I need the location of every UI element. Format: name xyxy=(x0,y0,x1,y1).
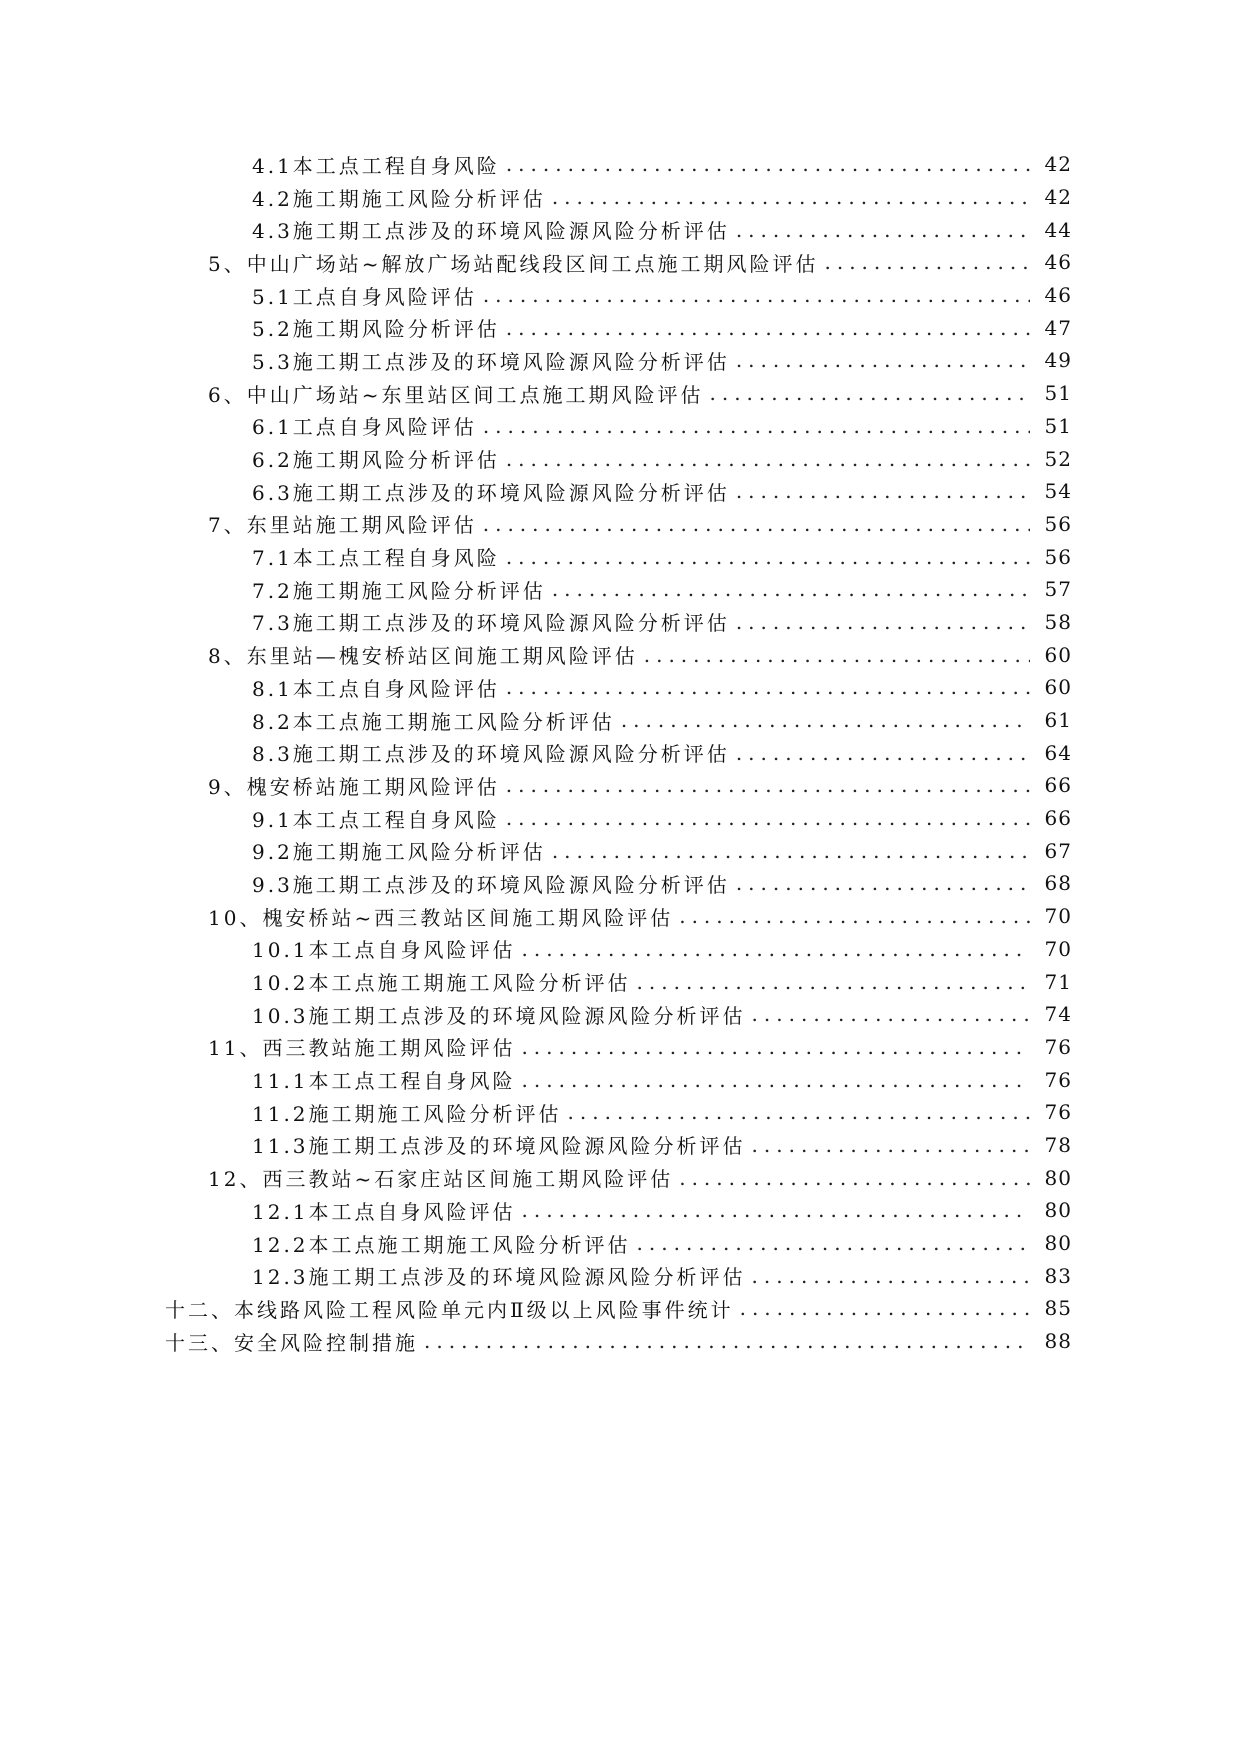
toc-entry-title: 12.1本工点自身风险评估 xyxy=(252,1199,516,1224)
toc-entry-page: 76 xyxy=(1044,1100,1072,1125)
dot-leader xyxy=(506,675,1030,699)
toc-entry[interactable] xyxy=(0,1227,1241,1260)
dot-leader xyxy=(644,643,1030,667)
toc-entry[interactable] xyxy=(0,671,1241,704)
toc-entry[interactable] xyxy=(0,769,1241,802)
dot-leader xyxy=(483,512,1030,536)
toc-entry-title: 9.1本工点工程自身风险 xyxy=(252,807,500,832)
dot-leader xyxy=(522,937,1030,961)
dot-leader xyxy=(483,414,1030,438)
toc-entry-title: 5.2施工期风险分析评估 xyxy=(252,317,500,342)
toc-entry-title: 7、东里站施工期风险评估 xyxy=(208,513,477,538)
toc-entry-page: 47 xyxy=(1044,315,1072,340)
toc-entry-title: 11.2施工期施工风险分析评估 xyxy=(252,1101,562,1126)
toc-entry-page: 60 xyxy=(1044,642,1072,667)
toc-entry[interactable] xyxy=(0,377,1241,410)
toc-entry-title: 4.3施工期工点涉及的环境风险源风险分析评估 xyxy=(252,219,730,244)
dot-leader xyxy=(522,1198,1030,1222)
toc-entry-title: 10.2本工点施工期施工风险分析评估 xyxy=(252,971,631,996)
toc-entry-title: 6.3施工期工点涉及的环境风险源风险分析评估 xyxy=(252,480,730,505)
toc-entry-title: 10.1本工点自身风险评估 xyxy=(252,938,516,963)
dot-leader xyxy=(506,545,1030,569)
toc-entry[interactable] xyxy=(0,1129,1241,1162)
toc-entry-page: 54 xyxy=(1044,479,1072,504)
dot-leader xyxy=(752,1002,1030,1026)
toc-entry[interactable] xyxy=(0,965,1241,998)
toc-entry-page: 76 xyxy=(1044,1067,1072,1092)
toc-entry-title: 7.3施工期工点涉及的环境风险源风险分析评估 xyxy=(252,611,730,636)
dot-leader xyxy=(506,316,1030,340)
toc-entry-title: 5、中山广场站~解放广场站配线段区间工点施工期风险评估 xyxy=(208,251,819,276)
toc-entry[interactable] xyxy=(0,213,1241,246)
dot-leader xyxy=(736,218,1030,242)
toc-entry[interactable] xyxy=(0,736,1241,769)
toc-entry[interactable] xyxy=(0,246,1241,279)
toc-entry-page: 66 xyxy=(1044,806,1072,831)
toc-entry-title: 4.2施工期施工风险分析评估 xyxy=(252,186,546,211)
toc-entry-page: 71 xyxy=(1044,969,1072,994)
dot-leader xyxy=(506,806,1030,830)
dot-leader xyxy=(752,1133,1030,1157)
toc-entry-title: 十二、本线路风险工程风险单元内Ⅱ级以上风险事件统计 xyxy=(165,1297,734,1322)
toc-entry-page: 66 xyxy=(1044,773,1072,798)
toc-entry-title: 5.3施工期工点涉及的环境风险源风险分析评估 xyxy=(252,349,730,374)
toc-entry-title: 11.3施工期工点涉及的环境风险源风险分析评估 xyxy=(252,1134,746,1159)
toc-entry-page: 51 xyxy=(1044,381,1072,406)
toc-entry-title: 7.2施工期施工风险分析评估 xyxy=(252,578,546,603)
toc-entry-page: 78 xyxy=(1044,1132,1072,1157)
toc-entry[interactable] xyxy=(0,442,1241,475)
dot-leader xyxy=(736,348,1030,372)
toc-entry-page: 56 xyxy=(1044,511,1072,536)
toc-entry-page: 46 xyxy=(1044,283,1072,308)
toc-entry-page: 51 xyxy=(1044,413,1072,438)
dot-leader xyxy=(752,1264,1030,1288)
toc-entry-title: 8、东里站—槐安桥站区间施工期风险评估 xyxy=(208,644,638,669)
toc-entry-page: 56 xyxy=(1044,544,1072,569)
toc-entry[interactable] xyxy=(0,181,1241,214)
dot-leader xyxy=(736,479,1030,503)
toc-entry-title: 6、中山广场站~东里站区间工点施工期风险评估 xyxy=(208,382,704,407)
toc-entry[interactable] xyxy=(0,279,1241,312)
dot-leader xyxy=(424,1329,1030,1353)
toc-entry[interactable] xyxy=(0,998,1241,1031)
toc-entry-title: 5.1工点自身风险评估 xyxy=(252,284,477,309)
toc-entry-page: 88 xyxy=(1044,1329,1072,1354)
toc-entry[interactable] xyxy=(0,606,1241,639)
dot-leader xyxy=(568,1100,1030,1124)
toc-entry-page: 85 xyxy=(1044,1296,1072,1321)
toc-entry[interactable] xyxy=(0,933,1241,966)
toc-entry[interactable] xyxy=(0,1031,1241,1064)
toc-entry-page: 83 xyxy=(1044,1263,1072,1288)
dot-leader xyxy=(552,839,1030,863)
toc-entry-title: 6.2施工期风险分析评估 xyxy=(252,448,500,473)
toc-entry-page: 74 xyxy=(1044,1002,1072,1027)
dot-leader xyxy=(709,381,1030,405)
toc-entry-page: 61 xyxy=(1044,708,1072,733)
toc-entry-title: 9、槐安桥站施工期风险评估 xyxy=(208,774,500,799)
dot-leader xyxy=(521,1035,1030,1059)
toc-entry-page: 68 xyxy=(1044,871,1072,896)
toc-entry-page: 67 xyxy=(1044,838,1072,863)
toc-entry-title: 8.1本工点自身风险评估 xyxy=(252,676,500,701)
toc-entry-title: 10、槐安桥站~西三教站区间施工期风险评估 xyxy=(208,905,674,930)
toc-entry-page: 42 xyxy=(1044,152,1072,177)
toc-entry-title: 8.3施工期工点涉及的环境风险源风险分析评估 xyxy=(252,742,730,767)
toc-entry[interactable] xyxy=(0,540,1241,573)
toc-entry[interactable] xyxy=(0,1194,1241,1227)
toc-entry-page: 44 xyxy=(1044,217,1072,242)
toc-entry-page: 70 xyxy=(1044,904,1072,929)
toc-entry[interactable] xyxy=(0,311,1241,344)
toc-entry[interactable] xyxy=(0,704,1241,737)
dot-leader xyxy=(637,970,1030,994)
toc-entry-page: 49 xyxy=(1044,348,1072,373)
toc-entry-title: 12.2本工点施工期施工风险分析评估 xyxy=(252,1232,631,1257)
dot-leader xyxy=(637,1231,1030,1255)
toc-entry-page: 52 xyxy=(1044,446,1072,471)
toc-entry-title: 9.3施工期工点涉及的环境风险源风险分析评估 xyxy=(252,872,730,897)
toc-entry-title: 十三、安全风险控制措施 xyxy=(165,1330,418,1355)
dot-leader xyxy=(740,1296,1030,1320)
toc-entry[interactable] xyxy=(0,475,1241,508)
dot-leader xyxy=(679,1166,1030,1190)
toc-entry[interactable] xyxy=(0,508,1241,541)
dot-leader xyxy=(483,283,1030,307)
toc-entry-page: 57 xyxy=(1044,577,1072,602)
toc-entry[interactable] xyxy=(0,1161,1241,1194)
toc-entry[interactable] xyxy=(0,344,1241,377)
toc-entry[interactable] xyxy=(0,1063,1241,1096)
toc-entry[interactable] xyxy=(0,1292,1241,1325)
table-of-contents xyxy=(0,148,1241,1357)
toc-entry-title: 11.1本工点工程自身风险 xyxy=(252,1069,516,1094)
toc-entry-page: 60 xyxy=(1044,675,1072,700)
toc-entry[interactable] xyxy=(0,834,1241,867)
toc-entry-title: 11、西三教站施工期风险评估 xyxy=(208,1036,516,1061)
toc-entry[interactable] xyxy=(0,638,1241,671)
toc-entry-title: 12、西三教站~石家庄站区间施工期风险评估 xyxy=(208,1167,674,1192)
toc-entry-page: 70 xyxy=(1044,936,1072,961)
toc-entry-title: 10.3施工期工点涉及的环境风险源风险分析评估 xyxy=(252,1003,746,1028)
dot-leader xyxy=(736,871,1030,895)
toc-entry[interactable] xyxy=(0,1325,1241,1358)
dot-leader xyxy=(621,708,1030,732)
toc-entry-page: 58 xyxy=(1044,609,1072,634)
toc-entry-page: 80 xyxy=(1044,1198,1072,1223)
dot-leader xyxy=(736,741,1030,765)
toc-entry-page: 42 xyxy=(1044,185,1072,210)
toc-entry[interactable] xyxy=(0,410,1241,443)
dot-leader xyxy=(506,152,1030,176)
toc-entry-page: 76 xyxy=(1044,1034,1072,1059)
toc-entry-title: 6.1工点自身风险评估 xyxy=(252,415,477,440)
dot-leader xyxy=(736,610,1030,634)
toc-entry-page: 80 xyxy=(1044,1165,1072,1190)
dot-leader xyxy=(552,185,1030,209)
toc-entry-title: 9.2施工期施工风险分析评估 xyxy=(252,840,546,865)
toc-entry-title: 7.1本工点工程自身风险 xyxy=(252,546,500,571)
toc-entry[interactable] xyxy=(0,1096,1241,1129)
dot-leader xyxy=(679,904,1030,928)
toc-entry-title: 8.2本工点施工期施工风险分析评估 xyxy=(252,709,615,734)
toc-entry[interactable] xyxy=(0,573,1241,606)
dot-leader xyxy=(522,1068,1030,1092)
toc-entry[interactable] xyxy=(0,802,1241,835)
toc-entry-page: 80 xyxy=(1044,1231,1072,1256)
dot-leader xyxy=(506,447,1030,471)
toc-entry[interactable] xyxy=(0,900,1241,933)
dot-leader xyxy=(824,250,1030,274)
dot-leader xyxy=(552,577,1030,601)
toc-entry[interactable] xyxy=(0,148,1241,181)
toc-entry[interactable] xyxy=(0,867,1241,900)
dot-leader xyxy=(506,773,1030,797)
toc-entry-title: 12.3施工期工点涉及的环境风险源风险分析评估 xyxy=(252,1265,746,1290)
toc-entry-page: 46 xyxy=(1044,250,1072,275)
toc-entry-page: 64 xyxy=(1044,740,1072,765)
toc-entry[interactable] xyxy=(0,1259,1241,1292)
toc-entry-title: 4.1本工点工程自身风险 xyxy=(252,153,500,178)
